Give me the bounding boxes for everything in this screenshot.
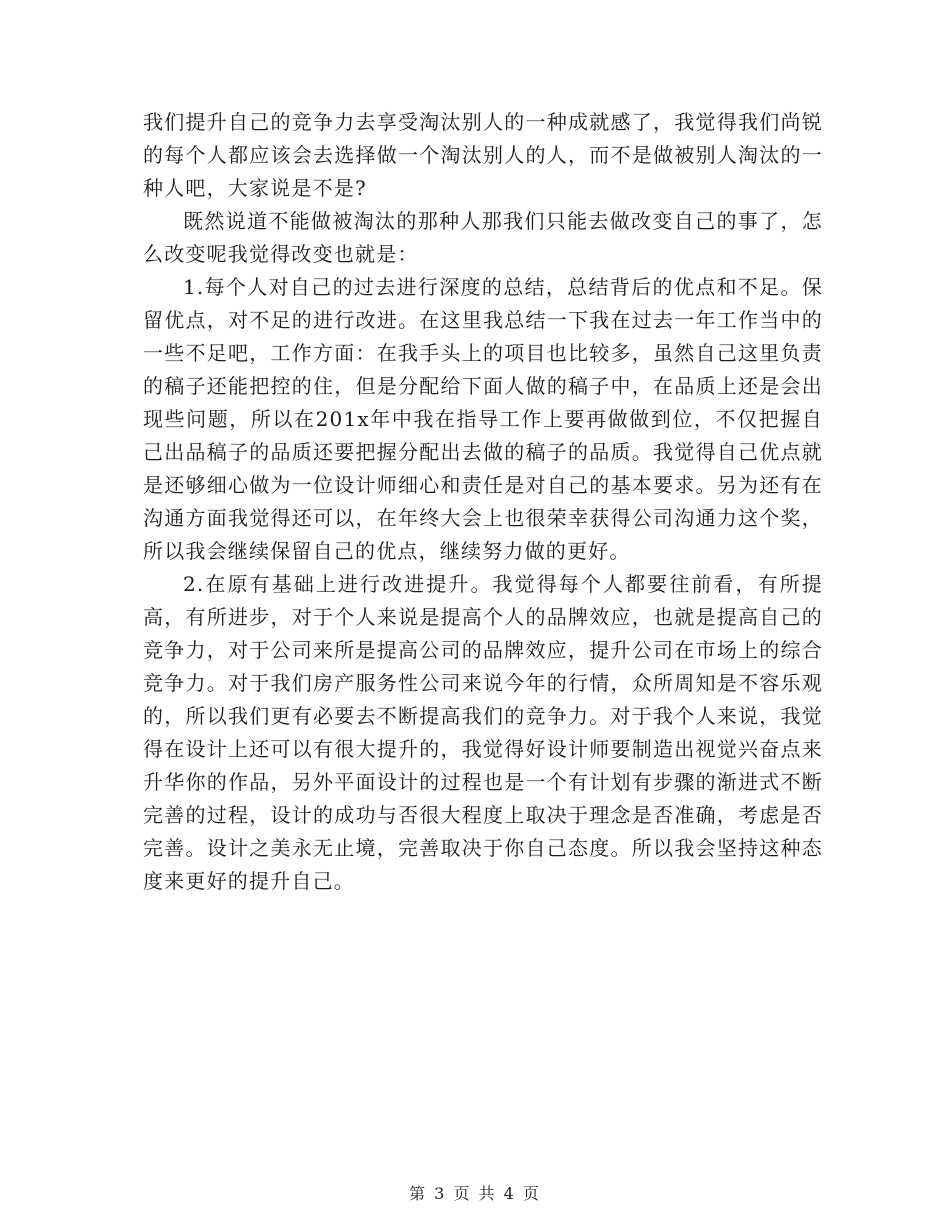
page-footer: 第 3 页 共 4 页 <box>409 1184 541 1203</box>
document-body <box>143 106 823 898</box>
paragraph-3: 1.每个人对自己的过去进行深度的总结，总结背后的优点和不足。保留优点，对不足的进行改进。在这里我总结一下我在过去一年工作当中的一些不足吧，工作方面：在我手头上的项目也比较多，虽然自己这里负责的稿子还能把控的住，但是分配给下面人做的稿子中，在品质上还是会出现些问题，所以在201x年中我在指导工作上要再做做到位，不仅把握自己出品稿子的品质还要把握分配出去做的稿子的品质。我觉得自己优点就是还够细心做为一位设计师细心和责任是对自己的基本要求。另为还有在沟通方面我觉得还可以，在年终大会上也很荣幸获得公司沟通力这个奖，所以我会继续保留自己的优点，继续努力做的更好。 <box>143 275 823 563</box>
paragraph-2: 既然说道不能做被淘汰的那种人那我们只能去做改变自己的事了，怎么改变呢我觉得改变也就是： <box>143 209 823 266</box>
paragraph-4: 2.在原有基础上进行改进提升。我觉得每个人都要往前看，有所提高，有所进步，对于个人来说是提高个人的品牌效应，也就是提高自己的竞争力，对于公司来所是提高公司的品牌效应，提升公司在市场上的综合竞争力。对于我们房产服务性公司来说今年的行情，众所周知是不容乐观的，所以我们更有必要去不断提高我们的竞争力。对于我个人来说，我觉得在设计上还可以有很大提升的，我觉得好设计师要制造出视觉兴奋点来升华你的作品，另外平面设计的过程也是一个有计划有步骤的渐进式不断完善的过程，设计的成功与否很大程度上取决于理念是否准确，考虑是否完善。设计之美永无止境，完善取决于你自己态度。所以我会坚持这种态度来更好的提升自己。 <box>143 572 823 893</box>
paragraph-1: 我们提升自己的竞争力去享受淘汰别人的一种成就感了，我觉得我们尚锐的每个人都应该会去选择做一个淘汰别人的人，而不是做被别人淘汰的一种人吧，大家说是不是? <box>143 110 823 200</box>
